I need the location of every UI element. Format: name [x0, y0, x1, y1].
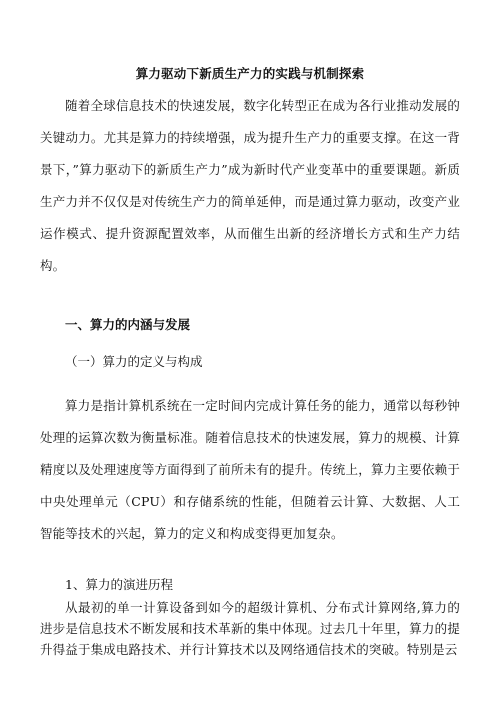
section-heading-1: 一、算力的内涵与发展: [65, 317, 191, 332]
item-heading-1: 1、算力的演进历程: [65, 577, 173, 592]
subsection-heading-1: （一）算力的定义与构成: [65, 354, 203, 369]
subsection-1-paragraph: 算力是指计算机系统在一定时间内完成计算任务的能力，通常以每秒钟处理的运算次数为衡量标准。随着信息技术的快速发展，算力的规模、计算精度以及处理速度等方面得到了前所未有的提升。传统上，算力主要依赖于中央处理单元（CPU）和存储系统的性能，但随着云计算、大数据、人工智能等技术的兴起，算力的定义和构成变得更加复杂。: [40, 398, 460, 541]
document-title: 算力驱动下新质生产力的实践与机制探索: [135, 66, 365, 81]
intro-paragraph: 随着全球信息技术的快速发展，数字化转型正在成为各行业推动发展的关键动力。尤其是算力的持续增强，成为提升生产力的重要支撑。在这一背景下，”算力驱动下的新质生产力”成为新时代产业变革中的重要课题。新质生产力并不仅仅是对传统生产力的简单延伸，而是通过算力驱动，改变产业运作模式、提升资源配置效率，从而催生出新的经济增长方式和生产力结构。: [40, 98, 460, 273]
item-1-paragraph: 从最初的单一计算设备到如今的超级计算机、分布式计算网络,算力的进步是信息技术不断发展和技术革新的集中体现。过去几十年里，算力的提升得益于集成电路技术、并行计算技术以及网络通信技术的突破。特别是云: [40, 600, 460, 657]
